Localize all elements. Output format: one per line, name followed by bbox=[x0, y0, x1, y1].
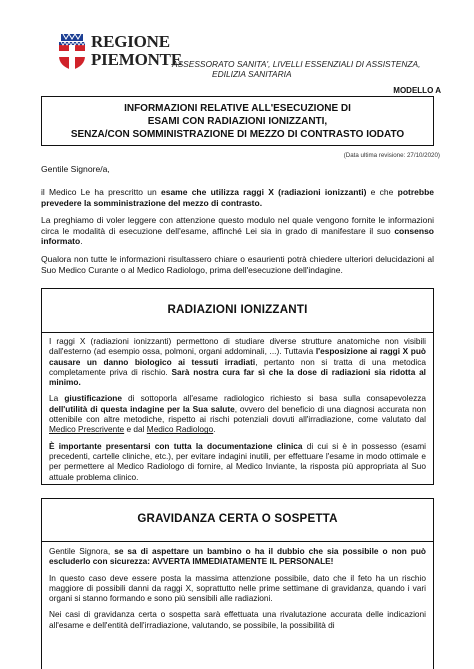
title-line-1: INFORMAZIONI RELATIVE ALL'ESECUZIONE DI bbox=[124, 102, 351, 114]
section-divider bbox=[42, 332, 433, 333]
radiazioni-heading: RADIAZIONI IONIZZANTI bbox=[167, 303, 308, 316]
section-divider bbox=[42, 541, 433, 542]
regione-piemonte-coat-of-arms-icon bbox=[58, 34, 86, 70]
title-line-2: ESAMI CON RADIAZIONI IONIZZANTI, bbox=[147, 115, 328, 127]
gravidanza-paragraph-3: Nei casi di gravidanza certa o sospetta sarà effettuata una rivalutazione accurata delle indicazioni all'esame e dell'entità dell'irradiazione, valutando, se possibile, la possibilità di bbox=[49, 609, 426, 630]
logo-text-piemonte: PIEMONTE bbox=[91, 50, 182, 69]
intro-paragraph-2: La preghiamo di voler leggere con attenzione questo modulo nel quale vengono fornite le informazioni circa le modalità di esecuzione dell'esame, affinché Lei sia in grado di manifestare il suo consenso informato. bbox=[41, 215, 434, 247]
intro-paragraph-3: Qualora non tutte le informazioni risultassero chiare o esaurienti potrà chiedere ulteriori delucidazioni al Suo Medico Curante o al Medico Radiologo, prima dell'esecuzione dell'indagine. bbox=[41, 253, 434, 275]
intro-section bbox=[41, 187, 434, 282]
regione-piemonte-logo bbox=[58, 28, 182, 74]
gravidanza-body bbox=[49, 546, 426, 636]
title-line-3: SENZA/CON SOMMINISTRAZIONE DI MEZZO DI CONTRASTO IODATO bbox=[70, 128, 405, 140]
radiazioni-paragraph-2: La giustificazione di sottoporla all'esame radiologico richiesto si basa sulla consapevolezza dell'utilità di questa indagine per la Sua salute, ovvero del beneficio di una diagnosi accurata non ottenibile con altre metodiche, rispetto ai rischi potenziali dovuti all'irradiazione, come valutato dal Medico Prescrivente e dal Medico Radiologo. bbox=[49, 393, 426, 435]
intro-paragraph-1: il Medico Le ha prescritto un esame che utilizza raggi X (radiazioni ionizzanti) e che potrebbe prevedere la somministrazione del mezzo di contrasto. bbox=[41, 187, 434, 208]
assessorato-line-2: EDILIZIA SANITARIA bbox=[212, 69, 292, 79]
revision-date: (Data ultima revisione: 27/10/2020) bbox=[343, 152, 440, 159]
salutation: Gentile Signore/a, bbox=[41, 164, 110, 174]
radiazioni-ionizzanti-section bbox=[41, 288, 434, 485]
modello-label: MODELLO A bbox=[393, 86, 441, 95]
document-title-box bbox=[41, 96, 434, 146]
radiazioni-paragraph-3: È importante presentarsi con tutta la documentazione clinica di cui si è in possesso (esami precedenti, cartelle cliniche, etc.), per evitare indagini inutili, per effettuare l'esame in modo ottimale e per permettere al Medico Radiologo di fornire, al Medico Inviante, la risposta più appropriata al Suo attuale problema clinico. bbox=[49, 440, 426, 482]
assessorato-heading bbox=[172, 59, 452, 79]
gravidanza-heading: GRAVIDANZA CERTA O SOSPETTA bbox=[137, 512, 338, 525]
logo-text-regione: REGIONE bbox=[91, 32, 170, 51]
gravidanza-paragraph-1: Gentile Signora, se sa di aspettare un bambino o ha il dubbio che sia possibile o non può escluderlo con sicurezza: AVVERTA IMMEDIATAMENTE IL PERSONALE! bbox=[49, 546, 426, 567]
radiazioni-paragraph-1: I raggi X (radiazioni ionizzanti) permettono di studiare diverse strutture anatomiche non visibili dall'esterno (ad esempio ossa, polmoni, organi addominali, ...). Tuttavia l'esposizione ai raggi X può causare un danno biologico ai tessuti irradiati, pertanto non si tratta di una metodica completamente priva di rischio. Sarà nostra cura far sì che la dose di radiazioni sia ridotta al minimo. bbox=[49, 336, 426, 388]
gravidanza-paragraph-2: In questo caso deve essere posta la massima attenzione possibile, dato che il feto ha un rischio maggiore di possibili danni da raggi X, soprattutto nelle prime settimane di gravidanza, quando i vari organi si stanno formando e sono più sensibili alle radiazioni. bbox=[49, 572, 426, 604]
radiazioni-body bbox=[49, 336, 426, 488]
assessorato-line-1: ASSESSORATO SANITA', LIVELLI ESSENZIALI DI ASSISTENZA, bbox=[172, 59, 421, 69]
gravidanza-section bbox=[41, 498, 434, 669]
